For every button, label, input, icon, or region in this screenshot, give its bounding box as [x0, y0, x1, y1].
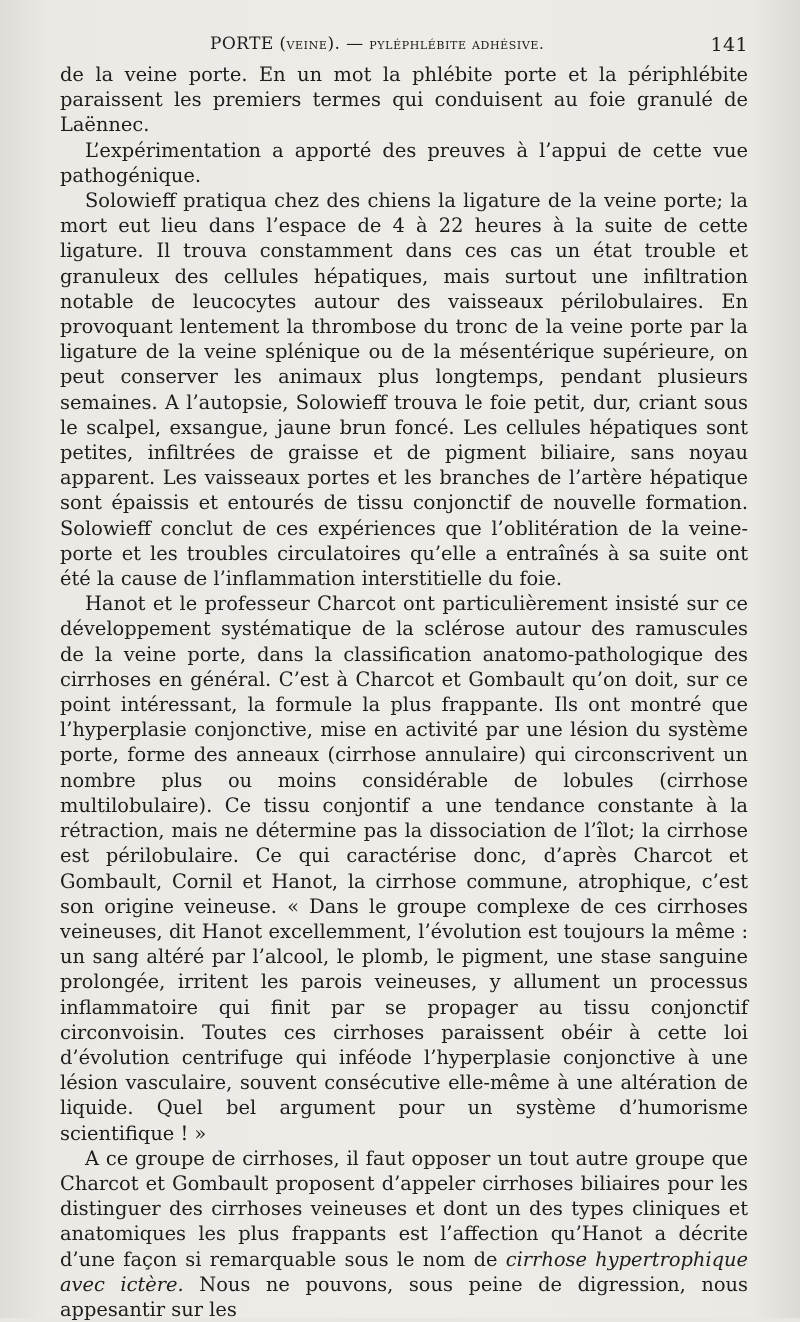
paragraph-solowieff: Solowieff pratiqua chez des chiens la ligature de la veine porte; la mort eut lieu dans l’espace de 4 à 22 heures à la suite de cette ligature. Il trouva constamment dans ces cas un état trouble et granuleux des cellules hépatiques, mais surtout une infiltration notable de leucocytes autour des vaisseaux périlobulaires. En provoquant lentement la thrombose du tronc de la veine porte par la ligature de la veine splénique ou de la mésentérique supérieure, on peut conserver les animaux plus longtemps, pendant plusieurs semaines. A l’autopsie, Solowieff trouva le foie petit, dur, criant sous le scalpel, exsangue, jaune brun foncé. Les cellules hépatiques sont petites, infiltrées de graisse et de pigment biliaire, sans noyau apparent. Les vaisseaux portes et les branches de l’artère hépatique sont épaissis et entourés de tissu conjonctif de nouvelle formation. Solowieff conclut de ces expériences que l’oblitération de la veine-porte et les troubles circulatoires qu’elle a entraînés à sa suite ont été la cause de l’inflammation interstitielle du foie.: [60, 189, 748, 591]
paragraph-continuation: de la veine porte. En un mot la phlébite porte et la périphlébite paraissent les premiers termes qui conduisent au foie granulé de Laënnec.: [60, 63, 748, 137]
running-title: [210, 34, 544, 54]
italic-term: cirrhose hypertrophique avec ictère.: [60, 1247, 748, 1296]
page-number: 141: [710, 34, 748, 56]
running-header: [60, 34, 748, 62]
running-title-subtitle: pyléphlébite adhésive.: [369, 35, 545, 53]
running-title-separator: ). —: [327, 34, 370, 54]
paragraph-cirrhoses-biliaires: [60, 1146, 748, 1322]
paragraph-experimentation: L’expérimentation a apporté des preuves à l’appui de cette vue pathogénique.: [60, 138, 748, 187]
paragraph-hanot-charcot: Hanot et le professeur Charcot ont particulièrement insisté sur ce développement systématique de la sclérose autour des ramuscules de la veine porte, dans la classification anatomo-pathologique des cirrhoses en général. C’est à Charcot et Gombault qu’on doit, sur ce point intéressant, la formule la plus frappante. Ils ont montré que l’hyperplasie conjonctive, mise en activité par une lésion du système porte, forme des anneaux (cirrhose annulaire) qui circonscrivent un nombre plus ou moins considérable de lobules (cirrhose multilobulaire). Ce tissu conjontif a une tendance constante à la rétraction, mais ne détermine pas la dissociation de l’îlot; la cirrhose est périlobulaire. Ce qui caractérise donc, d’après Charcot et Gombault, Cornil et Hanot, la cirrhose commune, atrophique, c’est son origine veineuse. « Dans le groupe complexe de ces cirrhoses veineuses, dit Hanot excellemment, l’évolution est toujours la même : un sang altéré par l’alcool, le plomb, le pigment, une stase sanguine prolongée, irritent les parois veineuses, y allument un processus inflammatoire qui finit par se propager au tissu conjonctif circonvoisin. Toutes ces cirrhoses paraissent obéir à cette loi d’évolution centrifuge qui inféode l’hyperplasie conjonctive à une lésion vasculaire, souvent consécutive elle-même à une altération de liquide. Quel bel argument pour un système d’humorisme scientifique ! »: [60, 592, 748, 1145]
running-title-main: PORTE (: [210, 34, 287, 54]
running-title-veine: veine: [286, 35, 328, 53]
paragraph-text-before: A ce groupe de cirrhoses, il faut opposer un tout autre groupe que Charcot et Gombault proposent d’appeler cirrhoses biliaires pour les distinguer des cirrhoses veineuses et dont un des types cliniques et anatomiques les plus frappants est l’affection qu’Hanot a décrite d’une façon si remarquable sous le nom de: [60, 1146, 748, 1271]
paragraph-text-after: Nous ne pouvons, sous peine de digression, nous appesantir sur les: [60, 1272, 748, 1321]
body-text: [60, 62, 748, 1322]
